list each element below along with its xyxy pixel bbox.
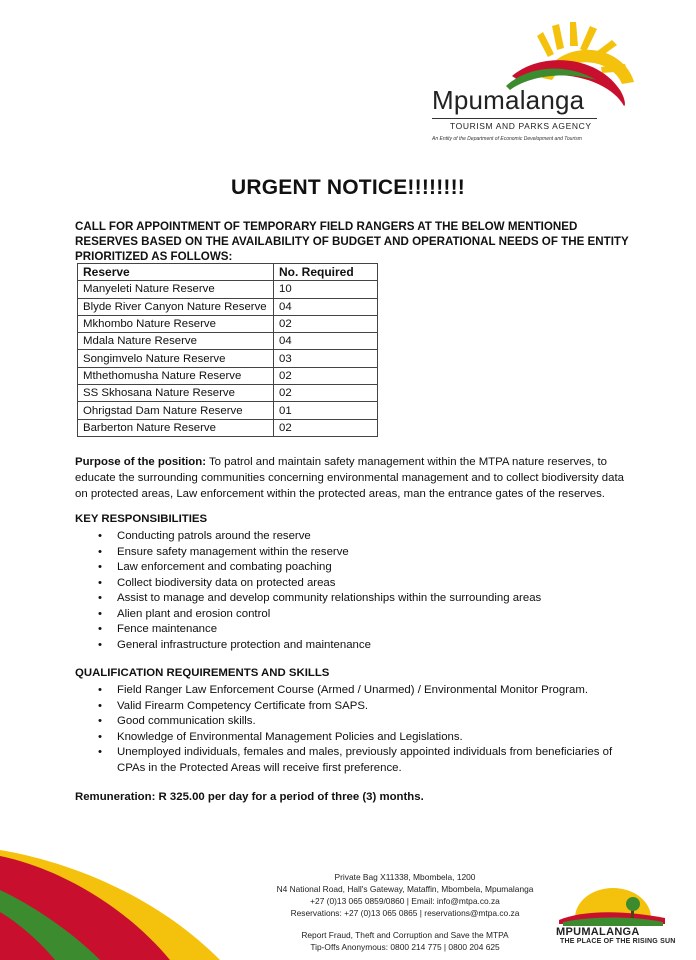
table-row	[78, 315, 378, 332]
purpose-text: To patrol and maintain safety management within the MTPA nature reserves, to educate the surrounding communities concerning environmental management and to collect biodiversity data on protected areas, Law enforcement within the protected areas, man the entrance gates of the reserves.	[75, 456, 624, 500]
table-header-row	[78, 264, 378, 281]
remuneration-text: Remuneration: R 325.00 per day for a period of three (3) months.	[75, 791, 424, 803]
footer-tipoffs-line: Tip-Offs Anonymous: 0800 214 775 | 0800 204 625	[310, 942, 500, 952]
reserve-name-cell: Manyeleti Nature Reserve	[78, 281, 274, 298]
call-for-appointment-text: CALL FOR APPOINTMENT OF TEMPORARY FIELD RANGERS AT THE BELOW MENTIONED RESERVES BASED ON THE AVAILABILITY OF BUDGET AND OPERATIONAL NEEDS OF THE ENTITY PRIORITIZED AS FOLLOWS:	[75, 220, 629, 263]
notice-title: URGENT NOTICE!!!!!!!!	[231, 176, 465, 199]
list-item: • Knowledge of Environmental Management Policies and Legislations.	[98, 730, 638, 746]
footer-fraud-line: Report Fraud, Theft and Corruption and Save the MTPA	[301, 930, 509, 940]
table-row	[78, 333, 378, 350]
list-item: • Ensure safety management within the reserve	[98, 545, 638, 561]
list-item: • Fence maintenance	[98, 622, 638, 638]
mpumalanga-logo-graphic	[420, 14, 660, 154]
no-required-cell: 03	[274, 350, 378, 367]
reserve-table	[77, 263, 378, 437]
table-row	[78, 281, 378, 298]
list-item: • Conducting patrols around the reserve	[98, 529, 638, 545]
table-row	[78, 298, 378, 315]
logo-name: Mpumalanga	[432, 85, 585, 115]
list-item: • Unemployed individuals, females and males, previously appointed individuals from beneficiaries of CPAs in the Protected Areas will receive first preference.	[98, 745, 638, 776]
key-responsibilities-heading: KEY RESPONSIBILITIES	[75, 513, 208, 525]
column-header-no-required: No. Required	[274, 264, 378, 281]
qualifications-heading: QUALIFICATION REQUIREMENTS AND SKILLS	[75, 667, 330, 679]
reserve-name-cell: Songimvelo Nature Reserve	[78, 350, 274, 367]
table-row	[78, 350, 378, 367]
list-item: • Good communication skills.	[98, 714, 638, 730]
list-item: • Collect biodiversity data on protected areas	[98, 576, 638, 592]
reserve-name-cell: SS Skhosana Nature Reserve	[78, 385, 274, 402]
reserve-name-cell: Mdala Nature Reserve	[78, 333, 274, 350]
reserve-name-cell: Blyde River Canyon Nature Reserve	[78, 298, 274, 315]
footer-reservations-line: Reservations: +27 (0)13 065 0865 | reservations@mtpa.co.za	[290, 908, 520, 918]
list-item: • Law enforcement and combating poaching	[98, 560, 638, 576]
table-row	[78, 419, 378, 436]
footer-contact-line: +27 (0)13 065 0859/0860 | Email: info@mtpa.co.za	[310, 896, 500, 906]
no-required-cell: 02	[274, 385, 378, 402]
table-row	[78, 385, 378, 402]
list-item: • Assist to manage and develop community relationships within the surrounding areas	[98, 591, 638, 607]
logo-subtitle: TOURISM AND PARKS AGENCY	[450, 121, 592, 131]
table-row	[78, 367, 378, 384]
footer-brand-name: MPUMALANGA	[556, 926, 640, 938]
no-required-cell: 02	[274, 315, 378, 332]
table-row	[78, 402, 378, 419]
no-required-cell: 02	[274, 419, 378, 436]
footer-location-line: N4 National Road, Hall's Gateway, Mataffin, Mbombela, Mpumalanga	[276, 884, 534, 894]
no-required-cell: 01	[274, 402, 378, 419]
reserve-name-cell: Mthethomusha Nature Reserve	[78, 367, 274, 384]
no-required-cell: 10	[274, 281, 378, 298]
no-required-cell: 04	[274, 298, 378, 315]
list-item: • Alien plant and erosion control	[98, 607, 638, 623]
purpose-paragraph	[75, 454, 635, 502]
purpose-label: Purpose of the position:	[75, 456, 206, 468]
reserve-name-cell: Mkhombo Nature Reserve	[78, 315, 274, 332]
qualifications-list	[98, 683, 638, 776]
reserve-name-cell: Ohrigstad Dam Nature Reserve	[78, 402, 274, 419]
footer-brand-tagline: THE PLACE OF THE RISING SUN	[560, 938, 676, 945]
footer-address-line: Private Bag X11338, Mbombela, 1200	[334, 872, 476, 882]
no-required-cell: 02	[274, 367, 378, 384]
column-header-reserve: Reserve	[78, 264, 274, 281]
reserve-name-cell: Barberton Nature Reserve	[78, 419, 274, 436]
list-item: • General infrastructure protection and maintenance	[98, 638, 638, 654]
list-item: • Valid Firearm Competency Certificate from SAPS.	[98, 699, 638, 715]
logo-tagline: An Entity of the Department of Economic Development and Tourism	[432, 136, 582, 142]
no-required-cell: 04	[274, 333, 378, 350]
logo-divider	[432, 118, 597, 119]
list-item: • Field Ranger Law Enforcement Course (Armed / Unarmed) / Environmental Monitor Program.	[98, 683, 638, 699]
responsibilities-list	[98, 529, 638, 653]
